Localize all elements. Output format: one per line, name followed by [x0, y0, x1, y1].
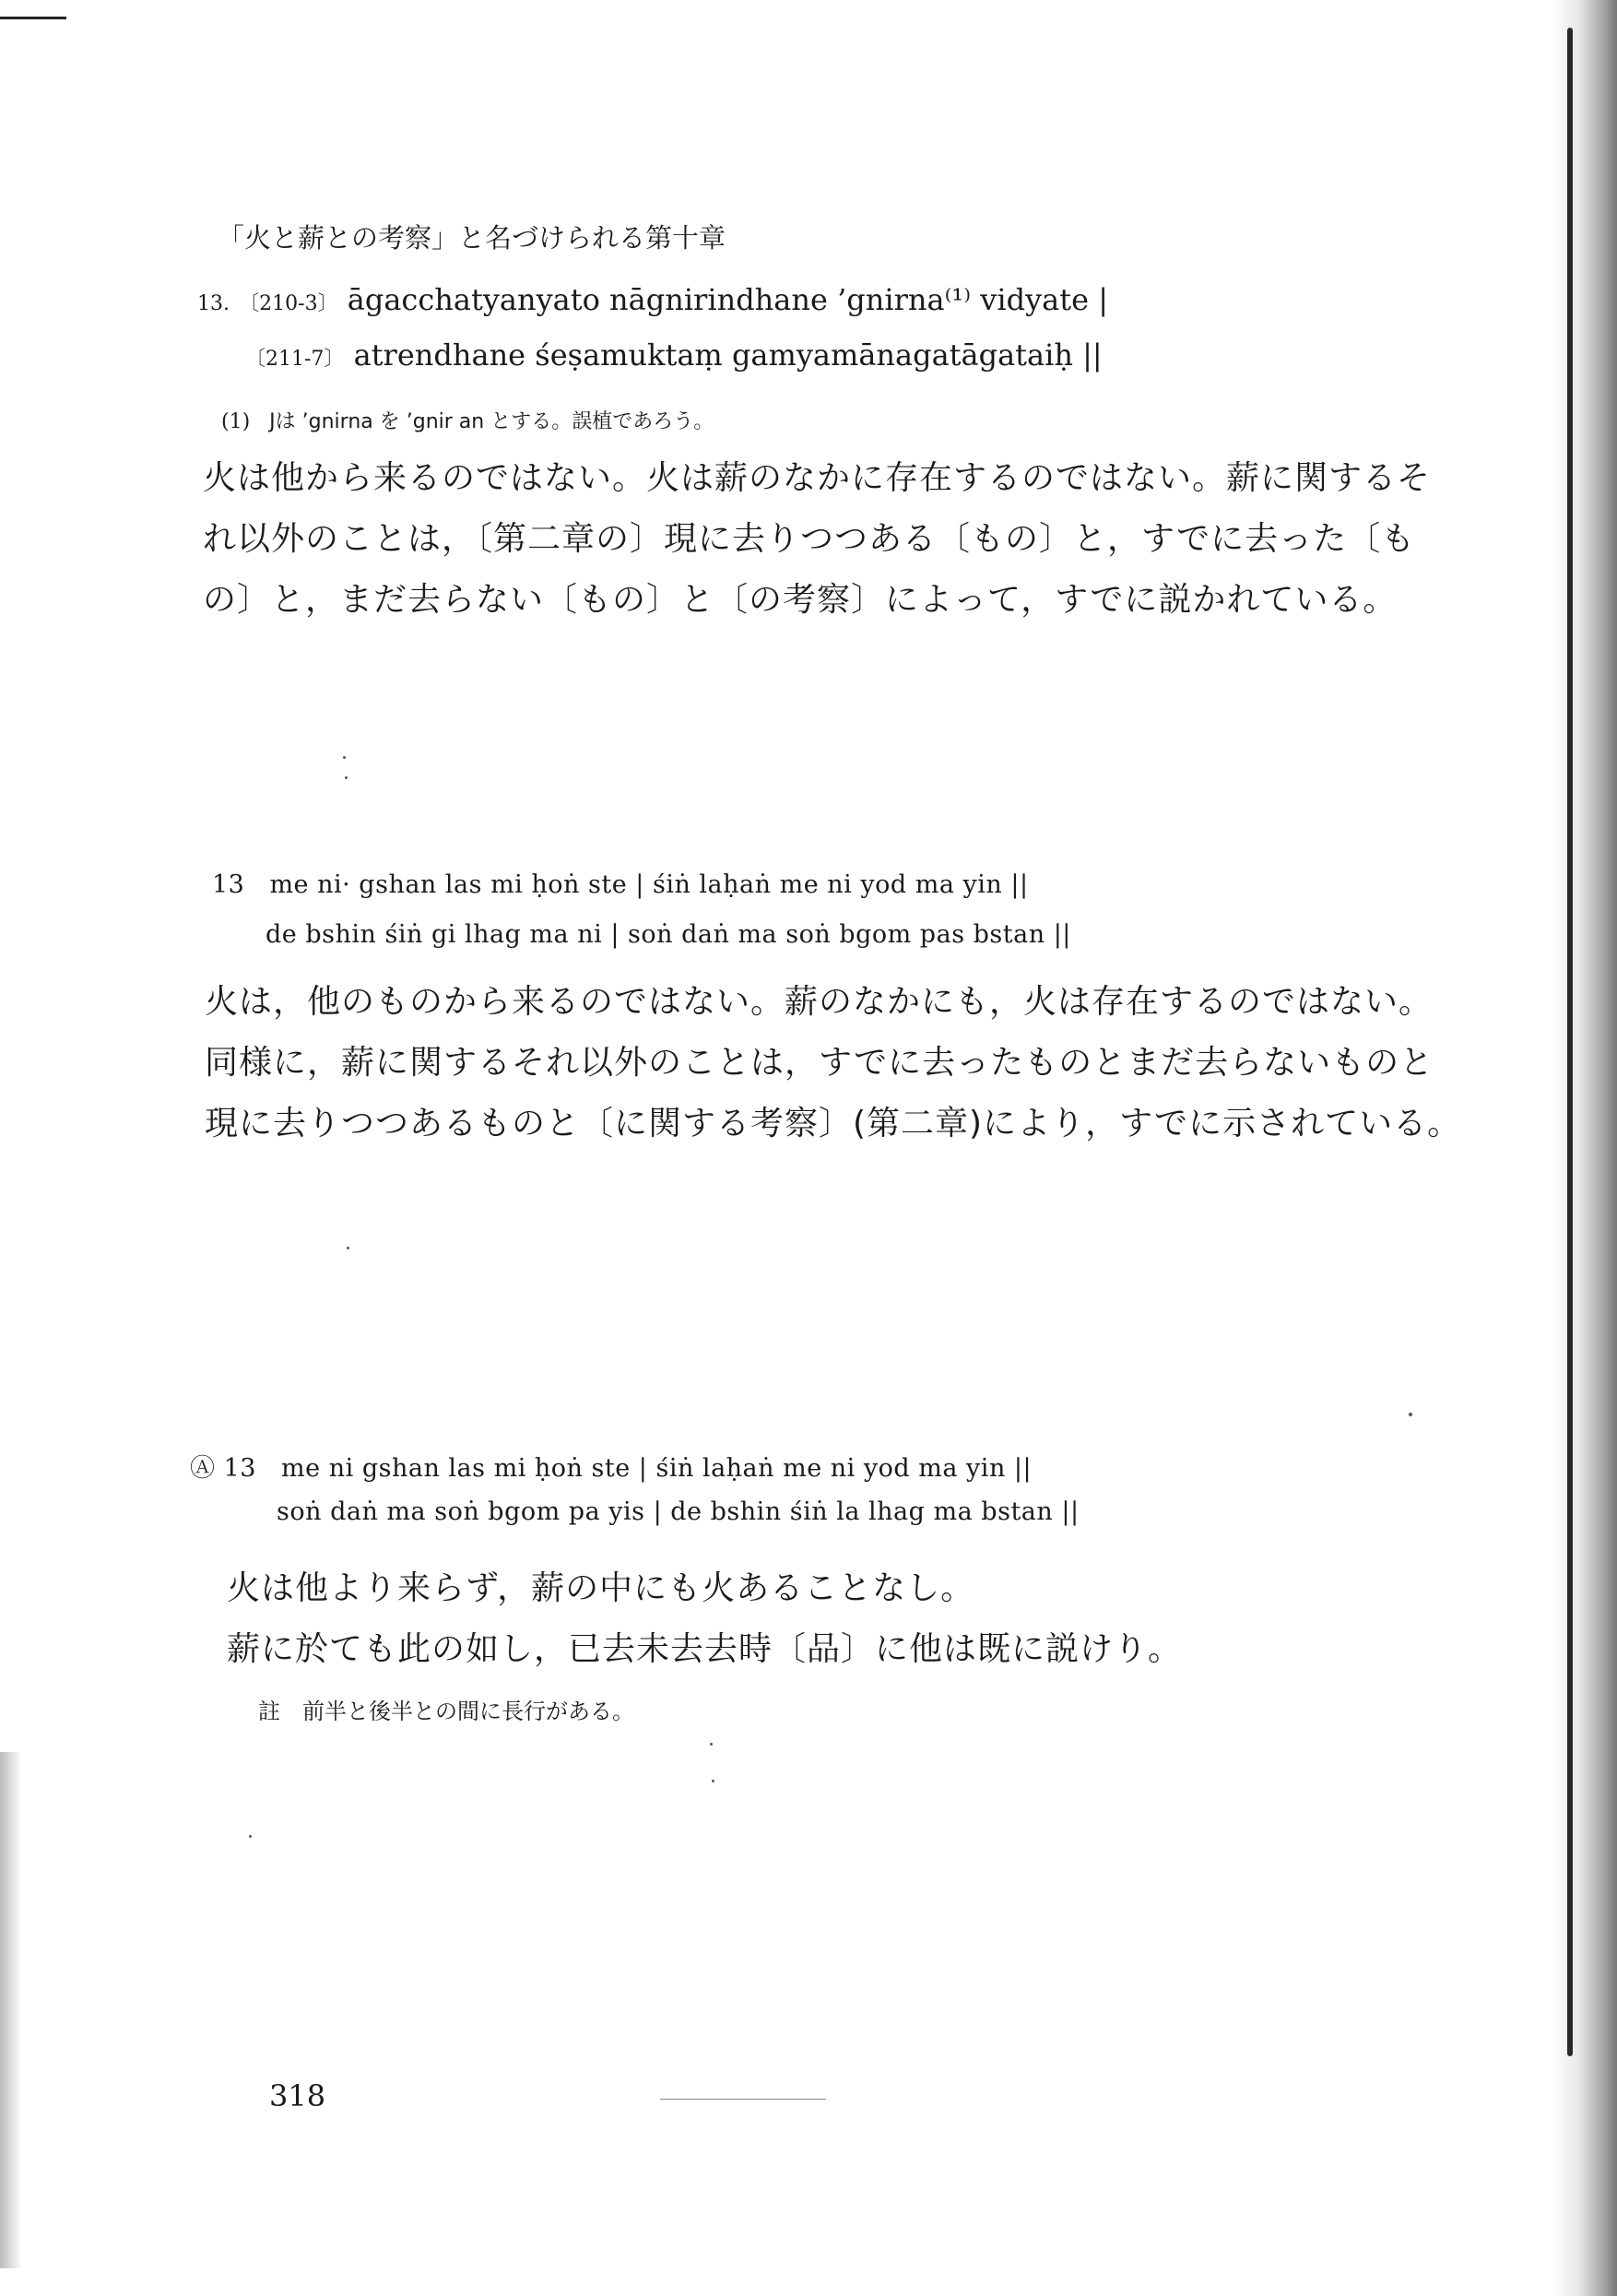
footnote [221, 406, 714, 434]
scan-speck [712, 1780, 714, 1782]
verse-text: atrendhane śeṣamuktaṃ gamyamānagatāgataiḥ || [353, 337, 1103, 373]
classical-translation-line: 薪に於ても此の如し，已去未去去時〔品〕に他は既に説けり。 [227, 1630, 1183, 1668]
translation-line: 火は他から来るのではない。火は薪のなかに存在するのではない。薪に関するそ [203, 459, 1432, 497]
scan-speck [710, 1743, 713, 1746]
footnote-number: (1) [221, 410, 251, 433]
sanskrit-verse-line-1 [197, 282, 1108, 317]
scan-speck [249, 1835, 252, 1838]
footnote-text: Jは ’gnirna を ’gnir an とする。誤植であろう。 [269, 410, 714, 433]
chapter-title: 「火と薪との考察」と名づけられる第十章 [218, 222, 726, 254]
verse-reference: 〔211-7〕 [245, 348, 345, 371]
classical-translation-line: 火は他より来らず，薪の中にも火あることなし。 [227, 1569, 975, 1607]
tibetan-verse-line-1 [212, 870, 1029, 899]
translation-line: 現に去りつつあるものと〔に関する考察〕(第二章)により，すでに示されている。 [205, 1105, 1462, 1142]
scan-edge-shadow [1552, 0, 1617, 2296]
chinese-version-line-1 [190, 1448, 1032, 1484]
scan-smudge [660, 2099, 826, 2100]
annotation-note: 註 前半と後半との間に長行がある。 [258, 1698, 634, 1724]
translation-line: 同様に，薪に関するそれ以外のことは，すでに去ったものとまだ去らないものと [205, 1044, 1434, 1082]
scan-speck [343, 756, 346, 759]
scan-speck [347, 1247, 349, 1249]
tibetan-verse-line-2: de bshin śiṅ gi lhag ma ni | soṅ daṅ ma soṅ bgom pas bstan || [266, 920, 1071, 949]
verse-number: 13 [212, 870, 245, 899]
verse-reference: 〔210-3〕 [239, 292, 338, 315]
translation-line: の〕と，まだ去らない〔もの〕と〔の考察〕によって，すでに説かれている。 [203, 581, 1398, 619]
translation-line: れ以外のことは，〔第二章の〕現に去りつつある〔もの〕と，すでに去った〔も [203, 520, 1416, 558]
scan-left-shadow [0, 1752, 22, 2268]
top-rule [0, 17, 66, 19]
verse-number: 13 [223, 1454, 256, 1483]
verse-text: me ni gshan las mi ḥoṅ ste | śiṅ laḥaṅ me ni yod ma yin || [281, 1454, 1033, 1483]
verse-text: āgacchatyanyato nāgnirindhane ’gnirna⁽¹⁾ vidyate | [347, 282, 1108, 317]
scan-speck [1409, 1413, 1412, 1416]
verse-text: me ni· gshan las mi ḥoṅ ste | śiṅ laḥaṅ me ni yod ma yin || [269, 870, 1029, 899]
chinese-version-marker: Ⓐ [190, 1454, 216, 1483]
sanskrit-verse-line-2 [245, 337, 1103, 373]
verse-number: 13. [197, 292, 230, 315]
translation-line: 火は，他のものから来るのではない。薪のなかにも，火は存在するのではない。 [205, 983, 1434, 1021]
page-number: 318 [269, 2078, 326, 2113]
chinese-version-line-2: soṅ daṅ ma soṅ bgom pa yis | de bshin śiṅ la lhag ma bstan || [277, 1497, 1080, 1526]
scan-binding-edge [1567, 28, 1573, 2056]
scan-speck [345, 776, 348, 779]
